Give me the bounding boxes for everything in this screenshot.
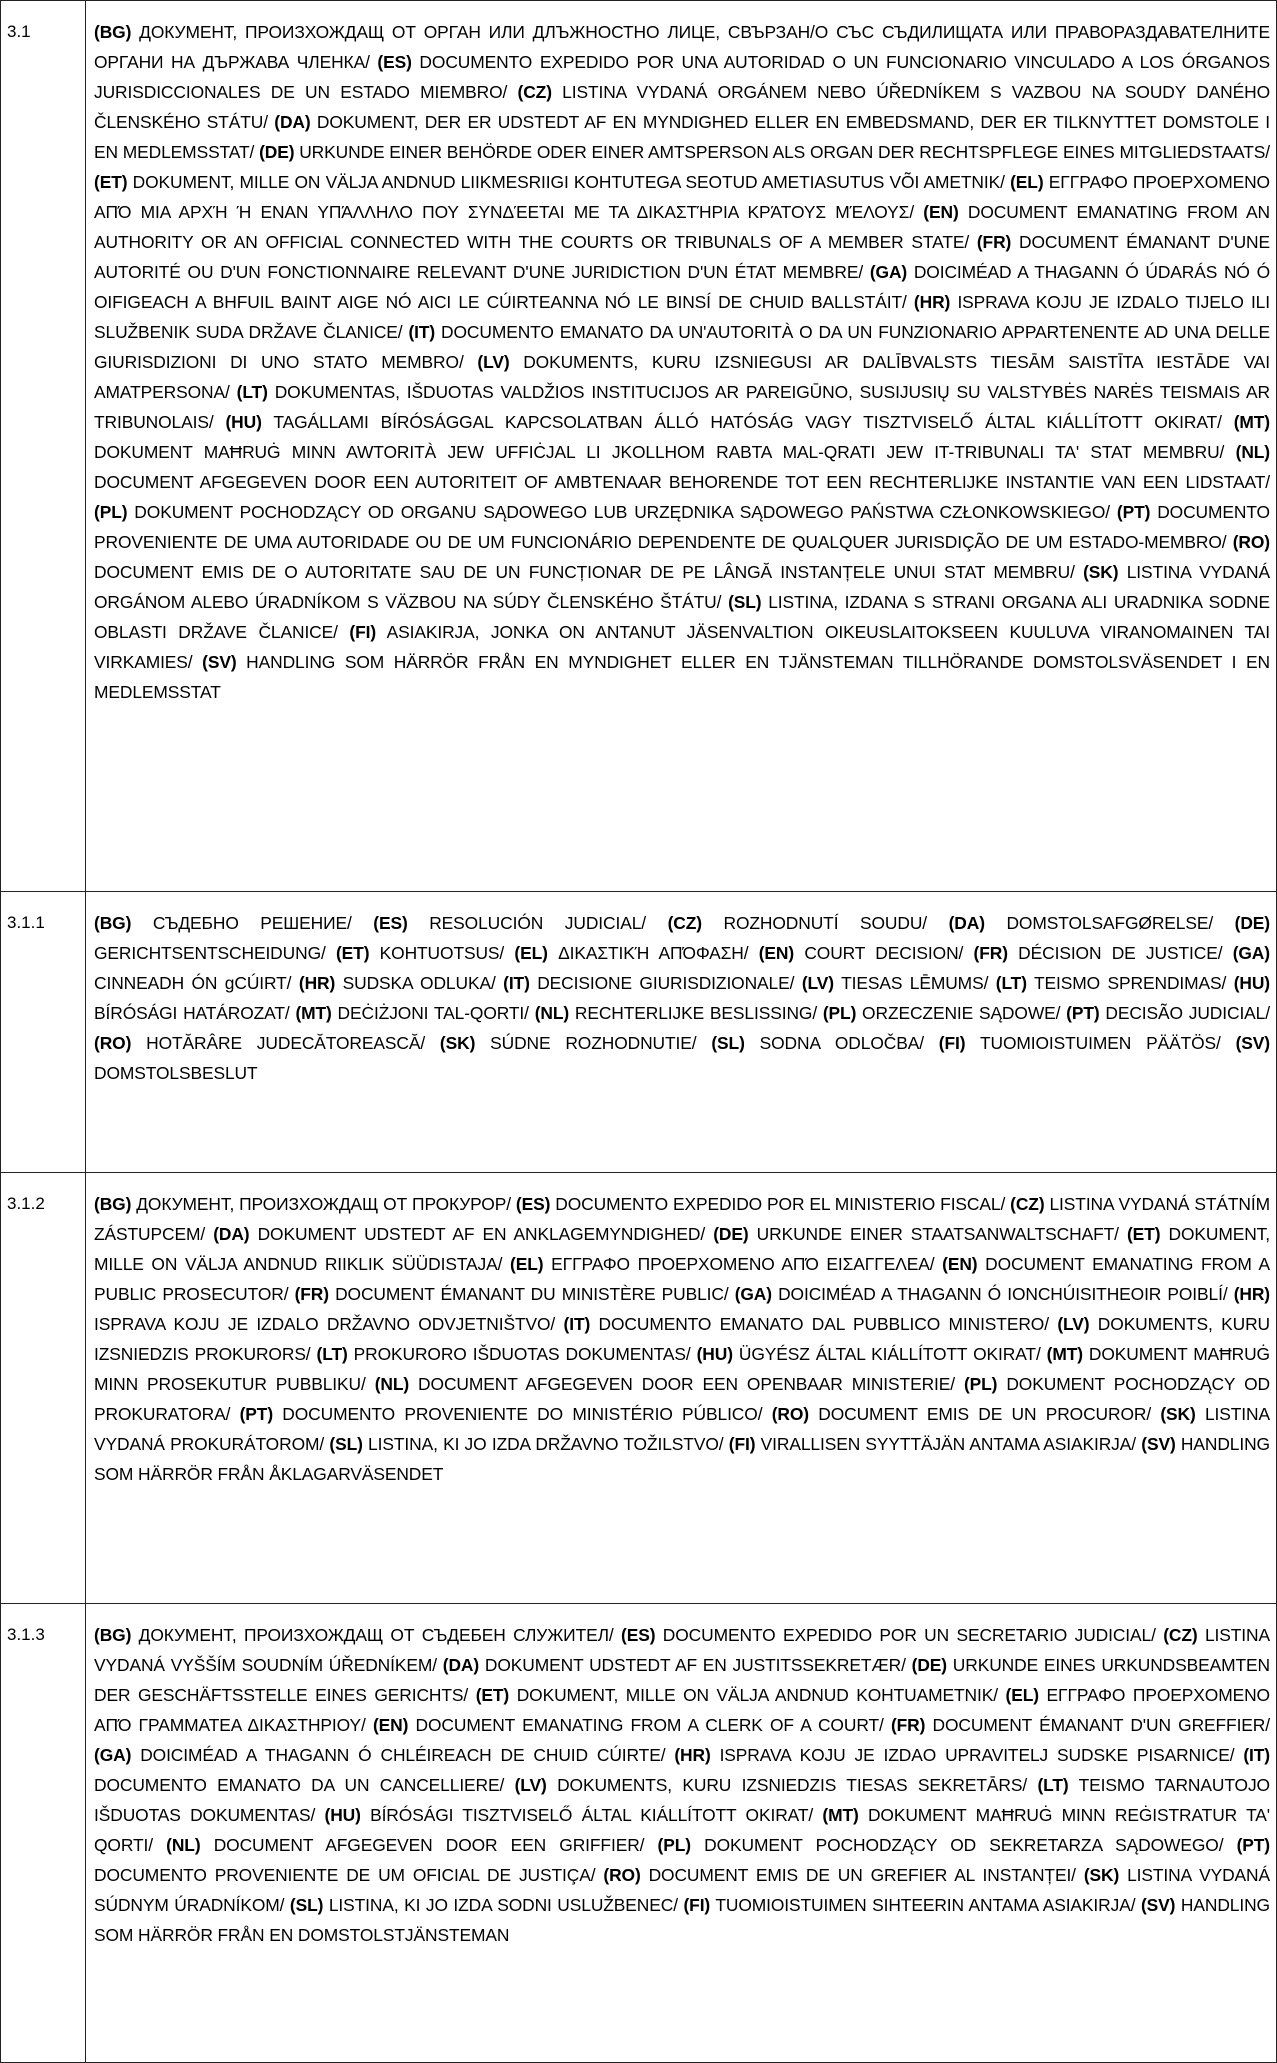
- language-code: (IT): [503, 973, 530, 993]
- language-code: (SK): [1160, 1404, 1196, 1424]
- language-text: TEISMO TARNAUTOJO IŠDUOTAS DOKUMENTAS/: [94, 1775, 1270, 1825]
- language-code: (MT): [1046, 1344, 1083, 1364]
- language-text: HANDLING SOM HÄRRÖR FRÅN EN DOMSTOLSTJÄNSTEMAN: [94, 1895, 1270, 1945]
- language-text: DOCUMENTO EMANATO DA UN CANCELLIERE/: [94, 1775, 515, 1795]
- language-code: (SK): [1083, 562, 1119, 582]
- language-text: DOCUMENT AFGEGEVEN DOOR EEN OPENBAAR MINISTERIE/: [409, 1374, 964, 1394]
- language-text: DOKUMENT POCHODZĄCY OD SEKRETARZA SĄDOWEGO/: [690, 1835, 1237, 1855]
- language-text: RESOLUCIÓN JUDICIAL/: [407, 913, 668, 933]
- language-text: DOKUMENT POCHODZĄCY OD ORGANU SĄDOWEGO LUB URZĘDNIKA SĄDOWEGO PAŃSTWA CZŁONKOWSKIEGO/: [127, 502, 1117, 522]
- row-number: 3.1.3: [1, 1604, 86, 2063]
- language-code: (SL): [289, 1895, 324, 1915]
- language-code: (LT): [316, 1344, 348, 1364]
- language-text: PROKURORO IŠDUOTAS DOKUMENTAS/: [347, 1344, 697, 1364]
- language-text: DOKUMENTAS, IŠDUOTAS VALDŽIOS INSTITUCIJOS AR PAREIGŪNO, SUSIJUSIŲ SU VALSTYBĖS NARĖS TEISMAIS AR TRIBUNOLAIS/: [94, 382, 1270, 432]
- language-code: (SL): [329, 1434, 363, 1454]
- language-code: (HU): [1233, 973, 1271, 993]
- language-text: KOHTUOTSUS/: [369, 943, 515, 963]
- language-text: DOKUMENT MAĦRUĠ MINN AWTORITÀ JEW UFFIĊJAL LI JKOLLHOM RABTA MAL-QRATI JEW IT-TRIBUNALI TA' STAT MEMBRU/: [94, 442, 1236, 462]
- language-code: (IT): [408, 322, 436, 342]
- language-code: (PT): [1066, 1003, 1100, 1023]
- language-text: ΔΙΚΑΣΤΙΚΉ ΑΠΌΦΑΣΗ/: [547, 943, 759, 963]
- language-text: DOICIMÉAD A THAGANN Ó ÚDARÁS NÓ Ó OIFIGEACH A BHFUIL BAINT AIGE NÓ AICI LE CÚIRTEANNA NÓ LE BINSÍ DE CHUID BALLSTÁIT/: [94, 262, 1270, 312]
- language-text: VIRALLISEN SYYTTÄJÄN ANTAMA ASIAKIRJA/: [755, 1434, 1142, 1454]
- language-code: (DE): [1234, 913, 1270, 933]
- language-code: (HR): [1233, 1284, 1271, 1304]
- language-text: DOCUMENT EMANATING FROM A CLERK OF A COURT/: [408, 1715, 891, 1735]
- language-code: (EL): [514, 943, 548, 963]
- language-text: DOCUMENT EMANATING FROM A PUBLIC PROSECUTOR/: [94, 1254, 1271, 1304]
- language-text: HANDLING SOM HÄRRÖR FRÅN ÅKLAGARVÄSENDET: [94, 1434, 1270, 1484]
- language-code: (CZ): [517, 82, 552, 102]
- language-code: (BG): [94, 1194, 132, 1214]
- language-code: (ET): [475, 1685, 510, 1705]
- language-text: DOMSTOLSAFGØRELSE/: [984, 913, 1235, 933]
- language-code: (DA): [442, 1655, 480, 1675]
- language-text: LISTINA VYDANÁ SÚDNYM ÚRADNÍKOM/: [94, 1865, 1270, 1915]
- language-text: DOCUMENTO EXPEDIDO POR UN SECRETARIO JUDICIAL/: [655, 1625, 1164, 1645]
- language-text: SUDSKA ODLUKA/: [335, 973, 504, 993]
- language-text: DOCUMENT EMIS DE UN GREFIER AL INSTANȚEI/: [640, 1865, 1084, 1885]
- language-text: DECISÃO JUDICIAL/: [1099, 1003, 1270, 1023]
- table-row: [1, 1, 1277, 892]
- language-code: (MT): [822, 1805, 859, 1825]
- language-text: DOCUMENTO PROVENIENTE DE UM OFICIAL DE JUSTIÇA/: [94, 1865, 604, 1885]
- language-text: ΕΓΓΡΑΦΟ ΠΡΟΕΡΧΟΜΕΝΟ ΑΠΌ ΓΡΑΜΜΑΤΕΑ ΔΙΚΑΣΤΗΡΙΟΥ/: [94, 1685, 1270, 1735]
- language-code: (HU): [225, 412, 262, 432]
- language-code: (NL): [374, 1374, 410, 1394]
- language-text: СЪДЕБНО РЕШЕНИЕ/: [131, 913, 374, 933]
- language-text: DOCUMENT EMIS DE UN PROCUROR/: [808, 1404, 1161, 1424]
- language-text: ASIAKIRJA, JONKA ON ANTANUT JÄSENVALTION OIKEUSLAITOKSEEN KUULUVA VIRANOMAINEN TAI VIRKAMIES/: [94, 622, 1270, 672]
- language-code: (PT): [1116, 502, 1151, 522]
- language-code: (NL): [534, 1003, 570, 1023]
- language-text: DOMSTOLSBESLUT: [94, 1063, 258, 1083]
- language-code: (EN): [758, 943, 795, 963]
- language-code: (PT): [239, 1404, 274, 1424]
- language-text: BÍRÓSÁGI HATÁROZAT/: [94, 1003, 296, 1023]
- language-text: DOCUMENTO EXPEDIDO POR EL MINISTERIO FISCAL/: [550, 1194, 1011, 1214]
- language-code: (LV): [801, 973, 834, 993]
- language-text: DOKUMENTS, KURU IZSNIEDZIS TIESAS SEKRETĀRS/: [546, 1775, 1038, 1795]
- language-code: (HR): [298, 973, 336, 993]
- row-number: 3.1: [1, 1, 86, 892]
- language-text: LISTINA, KI JO IZDA DRŽAVNO TOŽILSTVO/: [362, 1434, 729, 1454]
- language-text: HANDLING SOM HÄRRÖR FRÅN EN MYNDIGHET ELLER EN TJÄNSTEMAN TILLHÖRANDE DOMSTOLSVÄSENDET I EN MEDLEMSSTAT: [94, 652, 1270, 702]
- language-text: DOKUMENTS, KURU IZSNIEGUSI AR DALĪBVALSTS TIESĀM SAISTĪTA IESTĀDE VAI AMATPERSONA/: [94, 352, 1271, 402]
- language-code: (PL): [963, 1374, 998, 1394]
- language-text: ISPRAVA KOJU JE IZDALO DRŽAVNO ODVJETNIŠTVO/: [94, 1314, 564, 1334]
- language-text: DOCUMENTO PROVENIENTE DE UMA AUTORIDADE OU DE UM FUNCIONÁRIO DEPENDENTE DE QUALQUER JURISDIÇÃO DE UM ESTADO-MEMBRO/: [94, 502, 1270, 552]
- language-text: DOCUMENTO EMANATO DAL PUBBLICO MINISTERO/: [590, 1314, 1058, 1334]
- language-text: DOCUMENTO PROVENIENTE DO MINISTÉRIO PÚBLICO/: [273, 1404, 772, 1424]
- language-code: (BG): [94, 22, 132, 42]
- language-text: URKUNDE EINER BEHÖRDE ODER EINER AMTSPERSON ALS ORGAN DER RECHTSPFLEGE EINES MITGLIEDSTAATS/: [294, 142, 1270, 162]
- language-text: DOKUMENT MAĦRUĠ MINN PROSEKUTUR PUBBLIKU/: [94, 1344, 1270, 1394]
- language-code: (EL): [1005, 1685, 1039, 1705]
- language-code: (DE): [259, 142, 295, 162]
- language-text: BÍRÓSÁGI TISZTVISELŐ ÁLTAL KIÁLLÍTOTT OKIRAT/: [360, 1805, 823, 1825]
- language-code: (LT): [1037, 1775, 1069, 1795]
- row-text: [86, 892, 1277, 1173]
- language-code: (LT): [995, 973, 1027, 993]
- language-text: ÜGYÉSZ ÁLTAL KIÁLLÍTOTT OKIRAT/: [732, 1344, 1047, 1364]
- language-code: (FI): [938, 1033, 966, 1053]
- language-code: (SL): [728, 592, 762, 612]
- language-code: (ES): [373, 913, 408, 933]
- language-text: DOKUMENT MAĦRUĠ MINN REĠISTRATUR TA' QORTI/: [94, 1805, 1271, 1855]
- language-code: (IT): [563, 1314, 591, 1334]
- language-code: (DA): [948, 913, 985, 933]
- language-code: (HR): [913, 292, 951, 312]
- table-row: [1, 892, 1277, 1173]
- language-text: DECISIONE GIURISDIZIONALE/: [529, 973, 802, 993]
- language-text: LISTINA VYDANÁ STÁTNÍM ZÁSTUPCEM/: [94, 1194, 1270, 1244]
- language-code: (GA): [869, 262, 908, 282]
- language-text: TAGÁLLAMI BÍRÓSÁGGAL KAPCSOLATBAN ÁLLÓ HATÓSÁG VAGY TISZTVISELŐ ÁLTAL KIÁLLÍTOTT OKIRAT/: [261, 412, 1234, 432]
- language-code: (CZ): [1010, 1194, 1045, 1214]
- language-code: (BG): [94, 913, 132, 933]
- language-code: (FI): [683, 1895, 711, 1915]
- language-code: (BG): [94, 1625, 132, 1645]
- language-code: (ES): [515, 1194, 551, 1214]
- language-code: (MT): [295, 1003, 332, 1023]
- language-code: (SL): [711, 1033, 745, 1053]
- language-code: (EN): [923, 202, 959, 222]
- language-text: DOICIMÉAD A THAGANN Ó CHLÉIREACH DE CHUID CÚIRTE/: [131, 1745, 675, 1765]
- language-text: ROZHODNUTÍ SOUDU/: [701, 913, 949, 933]
- language-text: LISTINA, IZDANA S STRANI ORGANA ALI URADNIKA SODNE OBLASTI DRŽAVE ČLANICE/: [94, 592, 1270, 642]
- language-code: (IT): [1243, 1745, 1270, 1765]
- language-text: DOCUMENT ÉMANANT D'UN GREFFIER/: [925, 1715, 1270, 1735]
- language-text: LISTINA VYDANÁ ORGÁNOM ALEBO ÚRADNÍKOM S VÄZBOU NA SÚDY ČLENSKÉHO ŠTÁTU/: [94, 562, 1270, 612]
- language-code: (DA): [213, 1224, 250, 1244]
- language-code: (MT): [1233, 412, 1270, 432]
- row-text: [86, 1173, 1277, 1604]
- language-code: (HU): [696, 1344, 733, 1364]
- language-text: DOCUMENT ÉMANANT DU MINISTÈRE PUBLIC/: [328, 1284, 735, 1304]
- language-code: (FI): [728, 1434, 756, 1454]
- language-text: ISPRAVA KOJU JE IZDALO TIJELO ILI SLUŽBENIK SUDA DRŽAVE ČLANICE/: [94, 292, 1270, 342]
- language-code: (EL): [1010, 172, 1044, 192]
- language-code: (ES): [377, 52, 412, 72]
- language-code: (LT): [236, 382, 268, 402]
- language-code: (SK): [439, 1033, 476, 1053]
- language-code: (PL): [822, 1003, 857, 1023]
- language-text: DOCUMENT EMIS DE O AUTORITATE SAU DE UN FUNCȚIONAR DE PE LÂNGĂ INSTANȚELE UNUI STAT MEMBRU/: [94, 562, 1084, 582]
- language-text: COURT DECISION/: [794, 943, 974, 963]
- language-code: (HR): [674, 1745, 711, 1765]
- language-text: LISTINA VYDANÁ ORGÁNEM NEBO ÚŘEDNÍKEM S VAZBOU NA SOUDY DANÉHO ČLENSKÉHO STÁTU/: [94, 82, 1271, 132]
- language-text: TUOMIOISTUIMEN SIHTEERIN ANTAMA ASIAKIRJA/: [710, 1895, 1141, 1915]
- language-text: SÚDNE ROZHODNUTIE/: [475, 1033, 712, 1053]
- language-text: DÉCISION DE JUSTICE/: [1007, 943, 1233, 963]
- row-number: 3.1.1: [1, 892, 86, 1173]
- language-text: DOKUMENT, DER ER UDSTEDT AF EN MYNDIGHED ELLER EN EMBEDSMAND, DER ER TILKNYTTET DOMSTOLE I EN MEDLEMSSTAT/: [94, 112, 1270, 162]
- language-code: (PL): [657, 1835, 691, 1855]
- language-text: DOKUMENT POCHODZĄCY OD PROKURATORA/: [94, 1374, 1270, 1424]
- row-text: [86, 1, 1277, 892]
- language-code: (EN): [942, 1254, 978, 1274]
- language-text: ДОКУМЕНТ, ПРОИЗХОЖДАЩ ОТ СЪДЕБЕН СЛУЖИТЕЛ/: [131, 1625, 622, 1645]
- language-text: DOKUMENT UDSTEDT AF EN ANKLAGEMYNDIGHED/: [249, 1224, 714, 1244]
- language-code: (RO): [1232, 532, 1270, 552]
- language-text: SODNA ODLOČBA/: [744, 1033, 939, 1053]
- language-text: RECHTERLIJKE BESLISSING/: [569, 1003, 823, 1023]
- language-code: (NL): [1235, 442, 1270, 462]
- language-text: TIESAS LĒMUMS/: [833, 973, 996, 993]
- language-text: DOCUMENTO EXPEDIDO POR UNA AUTORIDAD O UN FUNCIONARIO VINCULADO A LOS ÓRGANOS JURISDICCIONALES DE UN ESTADO MIEMBRO/: [94, 52, 1270, 102]
- language-text: DOKUMENT UDSTEDT AF EN JUSTITSSEKRETÆR/: [479, 1655, 912, 1675]
- language-text: DOKUMENT, MILLE ON VÄLJA ANDNUD LIIKMESRIIGI KOHTUTEGA SEOTUD AMETIASUTUS VÕI AMETNIK/: [127, 172, 1011, 192]
- language-text: LISTINA VYDANÁ VYŠŠÍM SOUDNÍM ÚŘEDNÍKEM/: [94, 1625, 1270, 1675]
- language-code: (SV): [1140, 1895, 1176, 1915]
- language-code: (FR): [973, 943, 1008, 963]
- language-text: LISTINA, KI JO IZDA SODNI USLUŽBENEC/: [323, 1895, 684, 1915]
- language-code: (PL): [94, 502, 128, 522]
- language-code: (GA): [94, 1745, 132, 1765]
- language-code: (EN): [372, 1715, 409, 1735]
- language-code: (DE): [911, 1655, 947, 1675]
- language-text: DOCUMENT EMANATING FROM AN AUTHORITY OR AN OFFICIAL CONNECTED WITH THE COURTS OR TRIBUNALS OF A MEMBER STATE/: [94, 202, 1270, 252]
- language-code: (FR): [976, 232, 1012, 252]
- language-text: DOICIMÉAD A THAGANN Ó IONCHÚISITHEOIR POIBLÍ/: [771, 1284, 1234, 1304]
- language-text: URKUNDE EINES URKUNDSBEAMTEN DER GESCHÄFTSSTELLE EINES GERICHTS/: [94, 1655, 1270, 1705]
- language-code: (CZ): [667, 913, 702, 933]
- language-text: ДОКУМЕНТ, ПРОИЗХОЖДАЩ ОТ ПРОКУРОР/: [131, 1194, 516, 1214]
- language-code: (GA): [1232, 943, 1270, 963]
- table-row: [1, 1604, 1277, 2063]
- language-code: (CZ): [1163, 1625, 1198, 1645]
- language-code: (FR): [294, 1284, 329, 1304]
- language-code: (ES): [621, 1625, 656, 1645]
- language-text: ДОКУМЕНТ, ПРОИЗХОЖДАЩ ОТ ОРГАН ИЛИ ДЛЪЖНОСТНО ЛИЦЕ, СВЪРЗАН/О СЪС СЪДИЛИЩАТА ИЛИ ПРАВОРАЗДАВАТЕЛНИТЕ ОРГАНИ НА ДЪРЖАВА ЧЛЕНКА/: [94, 22, 1270, 72]
- row-number: 3.1.2: [1, 1173, 86, 1604]
- language-text: DEĊIŻJONI TAL-QORTI/: [331, 1003, 535, 1023]
- language-code: (DE): [713, 1224, 749, 1244]
- language-code: (LV): [477, 352, 510, 372]
- language-code: (LV): [1057, 1314, 1090, 1334]
- language-code: (ET): [1126, 1224, 1161, 1244]
- language-text: DOCUMENT ÉMANANT D'UNE AUTORITÉ OU D'UN FONCTIONNAIRE RELEVANT D'UNE JURIDICTION D'UN ÉTAT MEMBRE/: [94, 232, 1270, 282]
- language-text: DOKUMENT, MILLE ON VÄLJA ANDNUD RIIKLIK SÜÜDISTAJA/: [94, 1224, 1271, 1274]
- language-text: ΕΓΓΡΑΦΟ ΠΡΟΕΡΧΟΜΕΝΟ ΑΠΌ ΜΙΑ ΑΡΧΉ Ή ΕΝΑΝ ΥΠΆΛΛΗΛΟ ΠΟΥ ΣΥΝΔΈΕΤΑΙ ΜΕ ΤΑ ΔΙΚΑΣΤΉΡΙΑ ΚΡΆΤΟΥΣ ΜΈΛΟΥΣ/: [94, 172, 1270, 222]
- row-text: [86, 1604, 1277, 2063]
- language-code: (EL): [510, 1254, 544, 1274]
- language-code: (SV): [1235, 1033, 1270, 1053]
- language-code: (GA): [734, 1284, 772, 1304]
- language-text: CINNEADH ÓN gCÚIRT/: [94, 973, 299, 993]
- language-code: (FR): [890, 1715, 926, 1735]
- language-code: (RO): [771, 1404, 809, 1424]
- language-code: (SV): [1141, 1434, 1176, 1454]
- language-code: (ET): [335, 943, 370, 963]
- language-text: DOCUMENT AFGEGEVEN DOOR EEN GRIFFIER/: [200, 1835, 658, 1855]
- document-table-body: [1, 1, 1277, 2063]
- language-code: (FI): [349, 622, 377, 642]
- language-text: DOCUMENT AFGEGEVEN DOOR EEN AUTORITEIT OF AMBTENAAR BEHORENDE TOT EEN RECHTERLIJKE INSTANTIE VAN EEN LIDSTAAT/: [94, 472, 1270, 492]
- language-code: (ET): [94, 172, 128, 192]
- language-text: HOTĂRÂRE JUDECĂTOREASCĂ/: [131, 1033, 440, 1053]
- language-text: DOKUMENTS, KURU IZSNIEDZIS PROKURORS/: [94, 1314, 1270, 1364]
- language-code: (RO): [94, 1033, 132, 1053]
- language-code: (SK): [1083, 1865, 1120, 1885]
- language-text: ΕΓΓΡΑΦΟ ΠΡΟΕΡΧΟΜΕΝΟ ΑΠΌ ΕΙΣΑΓΓΕΛΕΑ/: [543, 1254, 943, 1274]
- table-row: [1, 1173, 1277, 1604]
- language-code: (SV): [202, 652, 237, 672]
- language-text: DOCUMENTO EMANATO DA UN'AUTORITÀ O DA UN FUNZIONARIO APPARTENENTE AD UNA DELLE GIURISDIZIONI DI UNO STATO MEMBRO/: [94, 322, 1271, 372]
- language-text: TUOMIOISTUIMEN PÄÄTÖS/: [965, 1033, 1236, 1053]
- language-code: (LV): [514, 1775, 547, 1795]
- language-text: DOKUMENT, MILLE ON VÄLJA ANDNUD KOHTUAMETNIK/: [509, 1685, 1006, 1705]
- language-text: LISTINA VYDANÁ PROKURÁTOROM/: [94, 1404, 1270, 1454]
- language-text: ORZECZENIE SĄDOWE/: [856, 1003, 1067, 1023]
- language-text: URKUNDE EINER STAATSANWALTSCHAFT/: [748, 1224, 1127, 1244]
- language-text: ISPRAVA KOJU JE IZDAO UPRAVITELJ SUDSKE PISARNICE/: [710, 1745, 1244, 1765]
- language-code: (PT): [1236, 1835, 1270, 1855]
- language-code: (HU): [324, 1805, 361, 1825]
- language-text: TEISMO SPRENDIMAS/: [1026, 973, 1234, 993]
- language-code: (DA): [274, 112, 311, 132]
- language-code: (RO): [603, 1865, 641, 1885]
- language-text: GERICHTSENTSCHEIDUNG/: [94, 943, 336, 963]
- language-code: (NL): [166, 1835, 201, 1855]
